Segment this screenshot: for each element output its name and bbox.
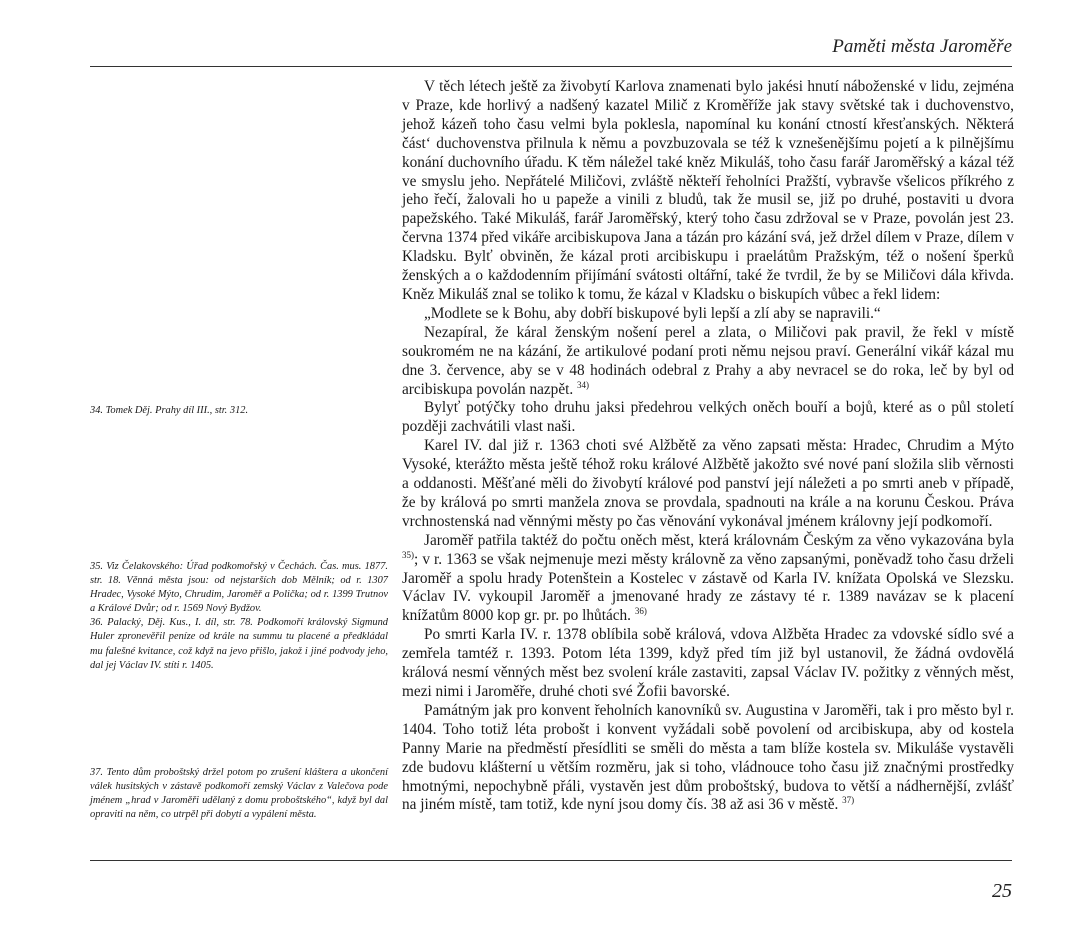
paragraph: Bylyť potýčky toho druhu jaksi předehrou velkých oněch bouří a bojů, které as o půl století později zachvátili vlast naši. <box>402 399 1014 436</box>
footnote-text: 36. Palacký, Děj. Kus., I. díl, str. 78. Podkomoří královský Sigmund Huler zpronevěřil peníze od krále na summu tu placené a předkládal mu falešné kvitance, což když na jevo přišlo, jakož i jiné podvody jeho, dal jej Václav IV. stíti r. 1405. <box>90 617 388 671</box>
paragraph: Karel IV. dal již r. 1363 choti své Alžbětě za věno zapsati města: Hradec, Chrudim a Mýto Vysoké, kterážto města ještě téhož roku králové Alžbětě jakožto své nové paní složila slib věrnosti a oddanosti. Měšťané měli do živobytí králové pod panství její náležeti a po smrti aneb v případě, že by králová po smrti manžela znova se provdala, spadnouti na krále a na korunu Českou. Práva vrchnostenská nad věnnými městy po čas věnování vykonával jménem královny její podkomoří. <box>402 437 1014 530</box>
paragraph <box>402 324 1014 400</box>
quotation: „Modlete se k Bohu, aby dobří biskupové byli lepší a zlí aby se napravili.“ <box>424 304 881 322</box>
footnote-text: 35. Viz Čelakovského: Úřad podkomořský v Čechách. Čas. mus. 1877. str. 18. Věnná města jsou: od nejstarších dob Mělník; od r. 1307 Hradec, Vysoké Mýto, Chrudim, Jaroměř a Polička; od r. 1399 Trutnov a Králové Dvůr; od r. 1569 Nový Bydžov. <box>90 561 388 615</box>
header-rule <box>90 66 1012 67</box>
footnote-text: 34. Tomek Děj. Prahy díl III., str. 312. <box>90 405 249 416</box>
paragraph-punctuation: ; <box>414 550 419 568</box>
footnote-text: 37. Tento dům proboštský držel potom po zrušení kláštera a ukončení válek husitských v zástavě podkomoří zemský Václav z Valečova pode jménem „hrad v Jaroměři udělaný z domu proboštského“, když byl dal opraviti na něm, co utrpěl při dobytí a vypálení města. <box>90 767 388 821</box>
paragraph: V těch létech ještě za živobytí Karlova znamenati bylo jakési hnutí náboženské v lidu, zejména v Praze, kde horlivý a nadšený kazatel Milič z Kroměříže jak stavy světské tak i duchovenstvo, jehož kázeň toho času velmi byla poklesla, napomínal ku konání ctností křesťanských. Některá část‘ duchovenstva přilnula k němu a povzbuzovala se též k vznešenějšímu pojetí a k pilnějšímu konání duchovního úřadu. K těm náležel také kněz Mikuláš, toho času farář Jaroměřský a kázal též ve smyslu jeho. Nepřátelé Miličovi, zvláště někteří řeholníci Pražští, vybravše všelicos příkrého z jeho řečí, žalovali ho u papeže a vinili z bludů, tak že musil se, již po druhé, postaviti u dvora papežského. Také Mikuláš, farář Jaroměřský, který toho času zdržoval se v Praze, povolán jest 23. června 1374 před vikáře arcibiskupova Jana a tázán pro kázání svá, jež držel dílem v Praze, dílem v Kladsku. Bylť obviněn, že kázal proti arcibiskupu i praelátům Pražským, též o nošení šperků ženských a o každodenním přijímání svátosti oltářní, také že tvrdil, že by se Miličovi dála křivda. Kněz Mikuláš znal se toliko k tomu, že kázal v Kladsku o biskupích vůbec a řekl lidem: <box>402 78 1014 303</box>
paragraph: Po smrti Karla IV. r. 1378 oblíbila sobě králová, vdova Alžběta Hradec za vdovské sídlo své a zemřela tamtéž r. 1393. Potom léta 1399, když před tím již byl ustanovil, že žádná ovdovělá králová nesmí věnných měst bez svolení krále zastaviti, zapsal Václav IV. požitky z věnných měst, mezi nimi i Jaroměře, druhé choti své Žofii bavorské. <box>402 626 1014 700</box>
footnote-ref-35: 35) <box>402 549 414 560</box>
paragraph <box>402 532 1014 627</box>
footnotes-35-36 <box>90 560 388 673</box>
paragraph <box>402 702 1014 815</box>
paragraph-text: Jaroměř patřila taktéž do počtu oněch měst, která královnám Českým za věno vykazována byla <box>424 531 1014 549</box>
footnote-ref-36: 36) <box>634 606 647 617</box>
paragraph-text: Památným jak pro konvent řeholních kanovníků sv. Augustina v Jaroměři, tak i pro město byl r. 1404. Toho totiž léta probošt i konvent vyžádali sobě povolení od arcibiskupa, aby od kostela Panny Marie na předměstí přesídliti se směli do města a tam blíže kostela sv. Mikuláše vystavěli zde budovu klášterní u větším rozměru, jak si toho, vládnouce toho času již značnými prostředky hmotnými, nepochybně přáli, vystavěn jest dům proboštský, budova to větší a nádhernější, zvlášť na jiném místě, tam totiž, kde nyní jsou domy čís. 38 až asi 36 v městě. <box>402 701 1014 814</box>
page-number: 25 <box>992 880 1012 902</box>
paragraph-text: Nezapíral, že káral ženským nošení perel a zlata, o Miličovi pak pravil, že řekl v místě soukromém ne na kázání, že artikulové podaní proti němu nejsou praví. Generální vikář kázal mu dne 3. července, aby se v 48 hodinách odebral z Prahy a aby nevracel se do roka, leč by byl od arcibiskupa povolán nazpět. <box>402 323 1014 398</box>
footnote-ref-34: 34) <box>577 379 590 390</box>
paragraph-text: v r. 1363 se však nejmenuje mezi městy královně za věno zapsanými, poněvadž toho času drželi Jaroměř a spolu hrady Potenštein a Kostelec v zástavě od Karla IV. knížata Opolská ve Slezsku. Václav IV. vykoupil Jaroměř a jmenované hrady ze zástavy té r. 1389 navázav se k placení knížatům 8000 kop gr. pr. po lhůtách. <box>402 550 1014 625</box>
main-text-column <box>402 78 1014 815</box>
footnote-37 <box>90 766 388 822</box>
running-title: Paměti města Jaroměře <box>832 36 1012 57</box>
footer-rule <box>90 860 1012 861</box>
footnote-34 <box>90 404 388 418</box>
footnote-ref-37: 37) <box>842 795 855 806</box>
